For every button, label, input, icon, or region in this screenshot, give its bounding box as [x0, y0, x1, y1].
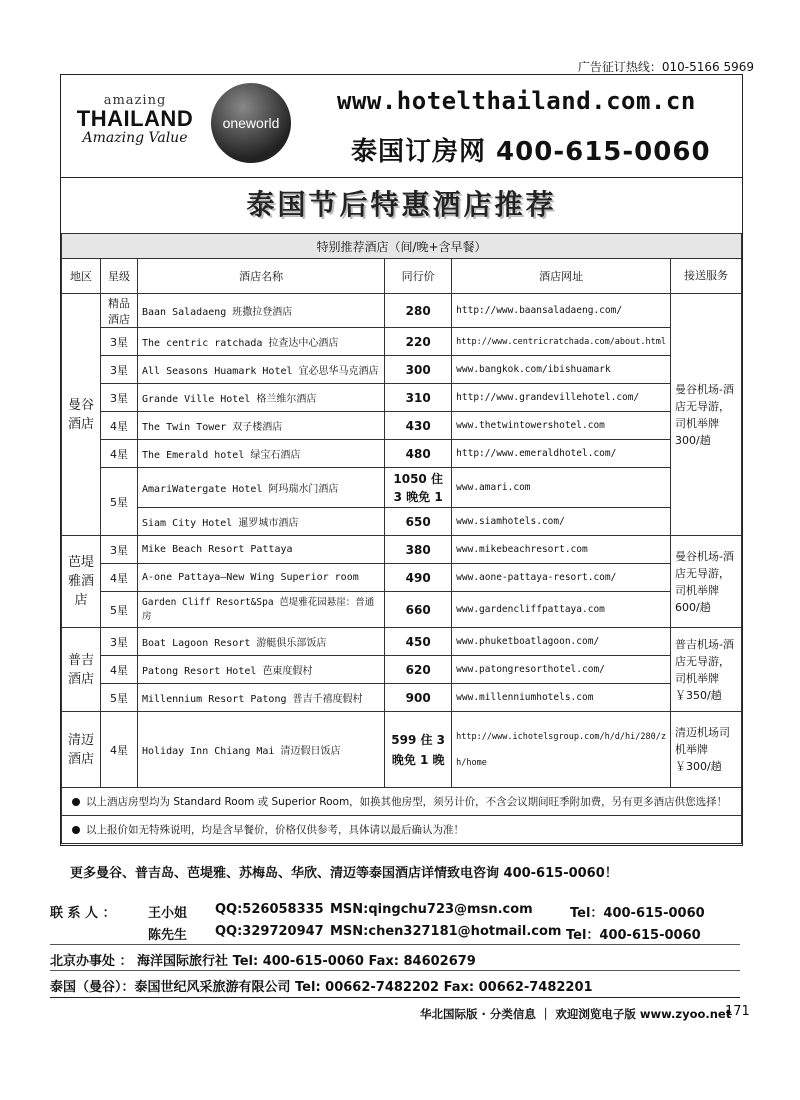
oneworld-text: oneworld — [222, 115, 280, 131]
hotel-url[interactable]: www.bangkok.com/ibishuamark — [452, 356, 671, 384]
logo-top-text: amazing — [103, 93, 167, 108]
divider — [50, 944, 740, 945]
page-number: 171 — [725, 1004, 750, 1019]
hotel-price: 650 — [385, 508, 452, 536]
website-url[interactable]: www.hotelthailand.com.cn — [337, 87, 696, 115]
header-star: 星级 — [101, 259, 138, 294]
hotel-price: 480 — [385, 440, 452, 468]
note-row — [62, 816, 742, 844]
table-row — [62, 356, 742, 384]
amazing-thailand-logo — [69, 93, 201, 146]
star-cell: 3星 — [101, 536, 138, 564]
hotel-price: 599 住 3 晚免 1 晚 — [385, 712, 452, 788]
star-cell: 4星 — [101, 412, 138, 440]
hotel-name: Siam City Hotel 暹罗城市酒店 — [138, 508, 385, 536]
main-title: 泰国节后特惠酒店推荐 — [246, 188, 557, 221]
contact-tel: Tel：400-615-0060 — [570, 906, 705, 921]
table-row — [62, 592, 742, 628]
star-cell: 5星 — [101, 468, 138, 536]
hotel-url[interactable]: http://www.centricratchada.com/about.html — [452, 328, 671, 356]
transfer-pattaya: 曼谷机场-酒店无导游，司机举牌 600/趟 — [671, 536, 742, 628]
contact-qq: QQ:329720947 — [215, 924, 324, 939]
page-footer: 华北国际版 · 分类信息 ｜ 欢迎浏览电子版 www.zyoo.net — [420, 1007, 732, 1021]
hotel-price: 300 — [385, 356, 452, 384]
ad-header — [61, 75, 742, 178]
hotel-name: Patong Resort Hotel 芭東度假村 — [138, 656, 385, 684]
table-row — [62, 508, 742, 536]
header-region: 地区 — [62, 259, 101, 294]
hotel-price: 430 — [385, 412, 452, 440]
hotel-name: Holiday Inn Chiang Mai 清迈假日饭店 — [138, 712, 385, 788]
region-phuket: 普吉酒店 — [62, 628, 101, 712]
hotel-url[interactable]: www.aone-pattaya-resort.com/ — [452, 564, 671, 592]
hotel-price: 380 — [385, 536, 452, 564]
bullet-icon — [72, 826, 80, 834]
star-cell: 4星 — [101, 440, 138, 468]
thailand-office: 泰国（曼谷）：泰国世纪风采旅游有限公司 Tel: 00662-7482202 Fax: 00662-7482201 — [50, 980, 593, 995]
contact-label: 联 系 人 ： — [50, 906, 116, 921]
hotel-price: 490 — [385, 564, 452, 592]
oneworld-logo — [211, 83, 291, 163]
transfer-bangkok: 曼谷机场-酒店无导游，司机举牌 300/趟 — [671, 294, 742, 536]
header-price: 同行价 — [385, 259, 452, 294]
contact-row — [50, 924, 740, 942]
divider — [50, 997, 740, 998]
region-chiangmai: 清迈酒店 — [62, 712, 101, 788]
table-row — [62, 384, 742, 412]
table-row — [62, 656, 742, 684]
table-row — [62, 328, 742, 356]
table-caption: 特别推荐酒店（间/晚+含早餐） — [62, 234, 742, 259]
contact-name: 陈先生 — [148, 928, 188, 943]
star-cell: 5星 — [101, 684, 138, 712]
hotel-name: AmariWatergate Hotel 阿玛瑞水门酒店 — [138, 468, 385, 508]
hotel-url[interactable]: www.gardencliffpattaya.com — [452, 592, 671, 628]
hotel-url[interactable]: www.amari.com — [452, 468, 671, 508]
note-row — [62, 788, 742, 816]
hotel-url[interactable]: http://www.baansaladaeng.com/ — [452, 294, 671, 328]
header-website: 酒店网址 — [452, 259, 671, 294]
hotel-url[interactable]: http://www.grandevillehotel.com/ — [452, 384, 671, 412]
hotel-url[interactable]: www.siamhotels.com/ — [452, 508, 671, 536]
hotel-price: 450 — [385, 628, 452, 656]
table-header-row — [62, 259, 742, 294]
star-cell: 4星 — [101, 656, 138, 684]
contact-msn[interactable]: MSN:qingchu723@msn.com — [330, 902, 533, 917]
star-cell: 5星 — [101, 592, 138, 628]
hotel-name: The Twin Tower 双子楼酒店 — [138, 412, 385, 440]
hotel-url[interactable]: http://www.emeraldhotel.com/ — [452, 440, 671, 468]
contact-qq: QQ:526058335 — [215, 902, 324, 917]
booking-phone: 泰国订房网 400-615-0060 — [351, 137, 711, 167]
hotel-url[interactable]: http://www.ichotelsgroup.com/h/d/hi/280/zh/home — [452, 712, 671, 788]
hotel-name: Garden Cliff Resort&Spa 芭堤雅花园悬崖：普通房 — [138, 592, 385, 628]
star-cell: 4星 — [101, 712, 138, 788]
contact-msn[interactable]: MSN:chen327181@hotmail.com — [330, 924, 562, 939]
hotel-name: Mike Beach Resort Pattaya — [138, 536, 385, 564]
transfer-phuket: 普吉机场-酒店无导游，司机举牌￥350/趟 — [671, 628, 742, 712]
hotel-url[interactable]: www.phuketboatlagoon.com/ — [452, 628, 671, 656]
table-row — [62, 440, 742, 468]
table-row — [62, 468, 742, 508]
note-text: 以上报价如无特殊说明，均是含早餐价，价格仅供参考，具体请以最后确认为准！ — [86, 824, 464, 836]
logo-main-text: THAILAND — [76, 106, 194, 131]
hotel-name: A-one Pattaya—New Wing Superior room — [138, 564, 385, 592]
hotel-name: All Seasons Huamark Hotel 宜必思华马克酒店 — [138, 356, 385, 384]
hotel-url[interactable]: www.patongresorthotel.com/ — [452, 656, 671, 684]
star-cell: 精品酒店 — [101, 294, 138, 328]
hotel-url[interactable]: www.mikebeachresort.com — [452, 536, 671, 564]
table-row — [62, 294, 742, 328]
contact-tel: Tel：400-615-0060 — [566, 928, 701, 943]
hotel-price: 1050 住 3 晚免 1 — [385, 468, 452, 508]
region-bangkok: 曼谷酒店 — [62, 294, 101, 536]
hotel-name: The Emerald hotel 绿宝石酒店 — [138, 440, 385, 468]
hotel-price: 660 — [385, 592, 452, 628]
table-row — [62, 564, 742, 592]
divider — [50, 970, 740, 971]
hotel-url[interactable]: www.thetwintowershotel.com — [452, 412, 671, 440]
table-row — [62, 412, 742, 440]
star-cell: 3星 — [101, 628, 138, 656]
hotel-price: 620 — [385, 656, 452, 684]
star-cell: 3星 — [101, 356, 138, 384]
transfer-chiangmai: 清迈机场司机举牌￥300/趟 — [671, 712, 742, 788]
hotel-price: 220 — [385, 328, 452, 356]
hotel-url[interactable]: www.millenniumhotels.com — [452, 684, 671, 712]
contact-name: 王小姐 — [148, 906, 188, 921]
bullet-icon — [72, 798, 80, 806]
table-row — [62, 628, 742, 656]
star-cell: 3星 — [101, 384, 138, 412]
table-row — [62, 536, 742, 564]
hotel-price: 280 — [385, 294, 452, 328]
hotel-name: Boat Lagoon Resort 游艇俱乐部饭店 — [138, 628, 385, 656]
beijing-office: 北京办事处 ： 海洋国际旅行社 Tel: 400-615-0060 Fax: 84602679 — [50, 954, 476, 969]
ad-hotline: 广告征订热线：010-5166 5969 — [577, 60, 754, 74]
hotel-price: 310 — [385, 384, 452, 412]
hotel-name: The centric ratchada 拉查达中心酒店 — [138, 328, 385, 356]
hotel-table — [61, 233, 742, 844]
table-row — [62, 712, 742, 788]
ad-frame — [60, 74, 743, 846]
header-transfer: 接送服务 — [671, 259, 742, 294]
header-hotel-name: 酒店名称 — [138, 259, 385, 294]
hotel-name: Baan Saladaeng 班撒拉登酒店 — [138, 294, 385, 328]
logo-sub-text: Amazing Value — [82, 130, 188, 146]
region-pattaya: 芭堤雅酒店 — [62, 536, 101, 628]
hotel-name: Grande Ville Hotel 格兰维尔酒店 — [138, 384, 385, 412]
star-cell: 4星 — [101, 564, 138, 592]
hotel-price: 900 — [385, 684, 452, 712]
star-cell: 3星 — [101, 328, 138, 356]
table-row — [62, 684, 742, 712]
more-info: 更多曼谷、普吉岛、芭堤雅、苏梅岛、华欣、清迈等泰国酒店详情致电咨询 400-615-0060！ — [70, 866, 618, 881]
note-text: 以上酒店房型均为 Standard Room 或 Superior Room，如换其他房型，须另计价，不含会议期间旺季附加费，另有更多酒店供您选择！ — [86, 796, 728, 808]
hotel-name: Millennium Resort Patong 普吉千禧度假村 — [138, 684, 385, 712]
contact-row — [50, 902, 740, 920]
